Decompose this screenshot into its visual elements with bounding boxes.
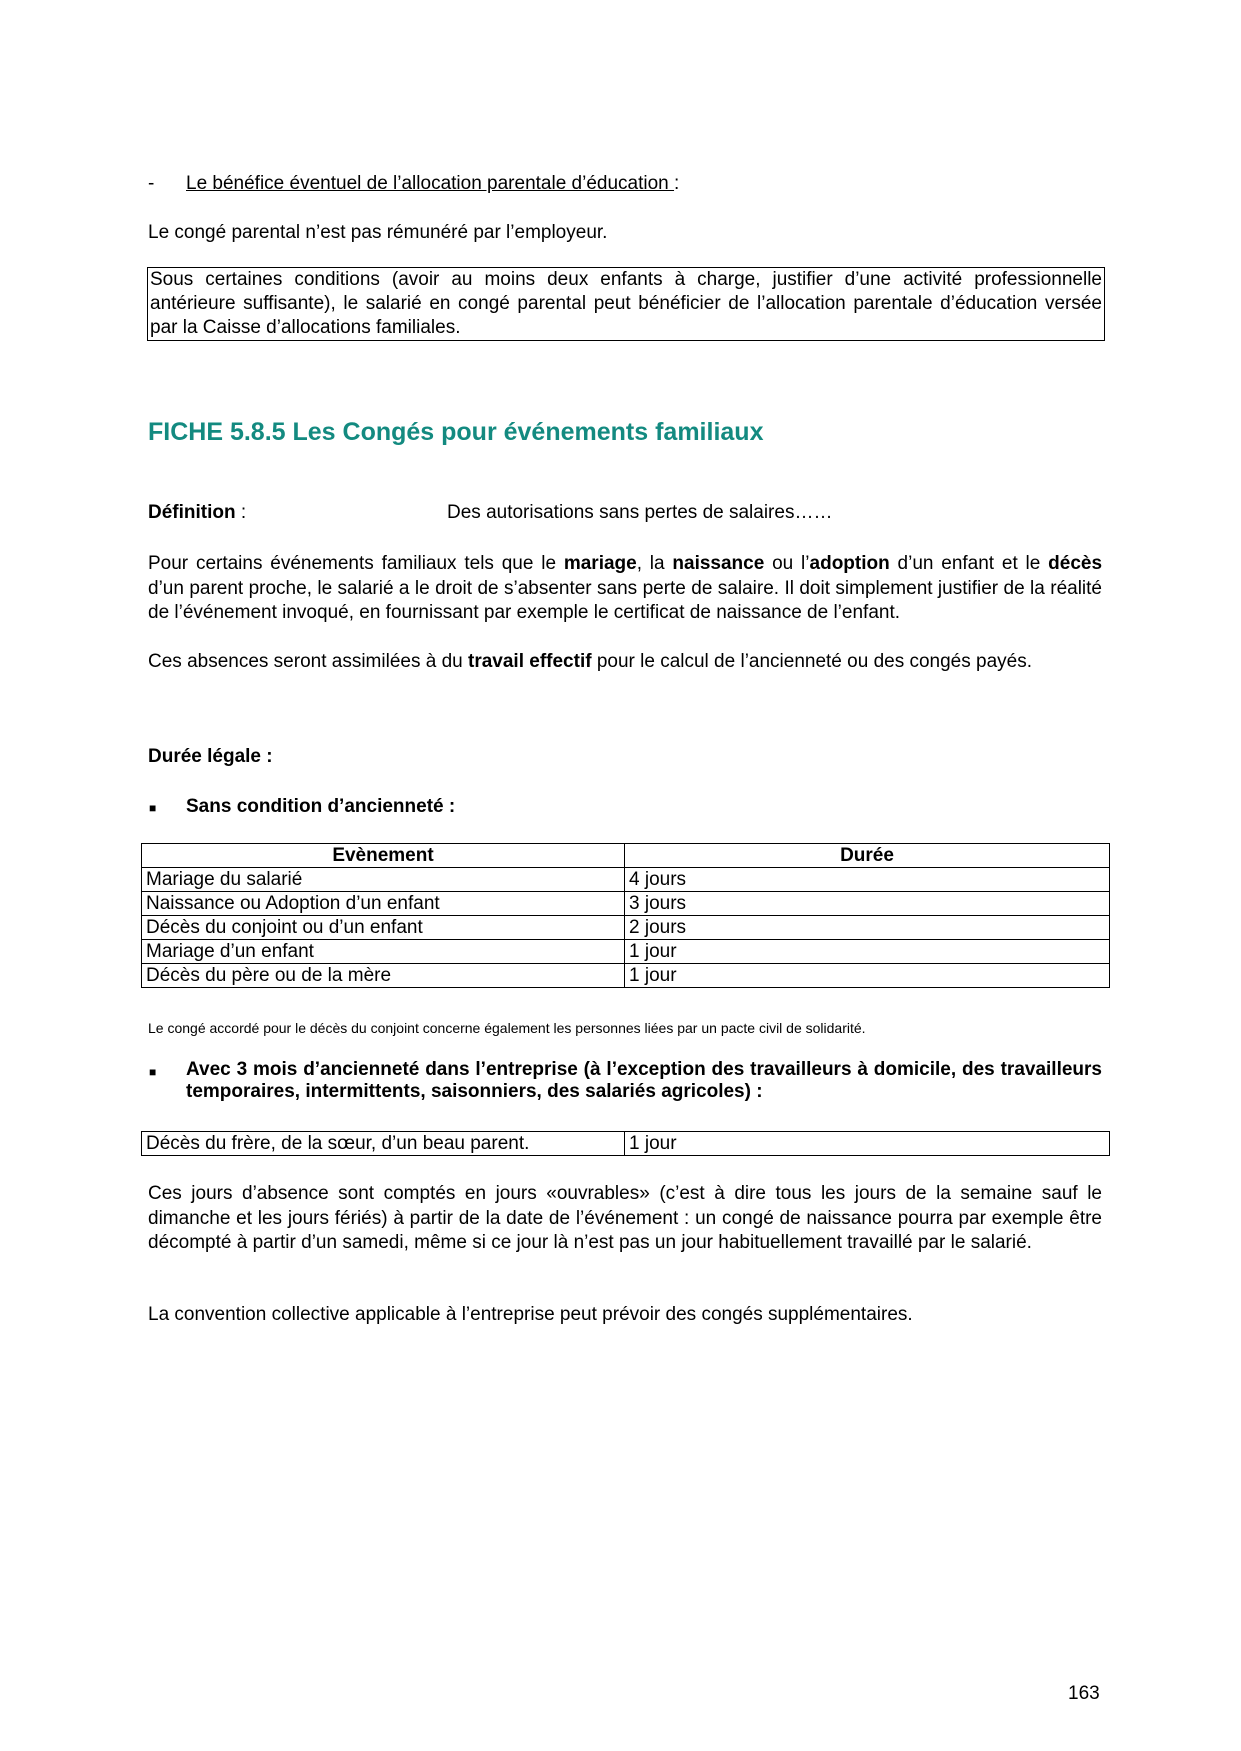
- section-sans-condition: Sans condition d’ancienneté :: [186, 796, 456, 817]
- duration-cell: 2 jours: [625, 916, 1110, 940]
- event-cell: Décès du conjoint ou d’un enfant: [142, 916, 625, 940]
- event-cell: Mariage du salarié: [142, 868, 625, 892]
- square-bullet-icon: ■: [149, 1065, 157, 1079]
- definition-value: Des autorisations sans pertes de salaires……: [447, 502, 833, 523]
- table-row: [142, 964, 1110, 988]
- p1-text-3: ou l’: [764, 553, 810, 574]
- pacs-note: Le congé accordé pour le décès du conjoint concerne également les personnes liées par un pacte civil de solidarité.: [148, 1020, 866, 1036]
- table-header-row: [142, 844, 1110, 868]
- square-bullet-icon: ■: [149, 801, 157, 815]
- table-row: [142, 940, 1110, 964]
- page-number: 163: [1068, 1683, 1100, 1704]
- unpaid-note: Le congé parental n’est pas rémunéré par l’employeur.: [148, 222, 608, 243]
- definition-colon: :: [235, 502, 247, 523]
- event-cell: Mariage d’un enfant: [142, 940, 625, 964]
- ouvrables-paragraph: Ces jours d’absence sont comptés en jours «ouvrables» (c’est à dire tous les jours de la semaine sauf le dimanche et les jours fériés) à partir de la date de l’événement : un congé de naissance pourra par exemple être décompté à partir d’un samedi, même si ce jour là n’est pas un jour habituellement travaillé par le salarié.: [148, 1183, 1102, 1253]
- table-row: [142, 1132, 1110, 1156]
- allocation-heading-colon: :: [674, 173, 680, 194]
- event-cell: Naissance ou Adoption d’un enfant: [142, 892, 625, 916]
- allocation-heading: [186, 173, 679, 195]
- header-evenement: Evènement: [142, 844, 625, 868]
- table-row: [142, 868, 1110, 892]
- events-table: [141, 843, 1110, 988]
- p1-bold-adoption: adoption: [809, 553, 890, 574]
- p1-text-4: d’un enfant et le: [889, 553, 1049, 574]
- p2-bold-travail: travail effectif: [468, 651, 592, 672]
- p1-text-5: d’un parent proche, le salarié a le droit de s’absenter sans perte de salaire. Il doit simplement justifier de la réalité de l’événement invoqué, en fournissant par exemple le certificat de naissance de l’enfant.: [148, 577, 1102, 623]
- definition-label: [148, 502, 246, 524]
- p2-text-2: pour le calcul de l’ancienneté ou des congés payés.: [591, 651, 1033, 672]
- allocation-box: Sous certaines conditions (avoir au moins deux enfants à charge, justifier d’une activité professionnelle antérieure suffisante), le salarié en congé parental peut bénéficier de l’allocation parentale d’éducation versée par la Caisse d’allocations familiales.: [147, 267, 1105, 341]
- header-duree: Durée: [625, 844, 1110, 868]
- p1-text-1: Pour certains événements familiaux tels que le: [148, 553, 564, 574]
- duration-cell: 1 jour: [625, 940, 1110, 964]
- p1-bold-naissance: naissance: [672, 553, 765, 574]
- table-row: [142, 892, 1110, 916]
- event-cell: Décès du père ou de la mère: [142, 964, 625, 988]
- dash-marker: -: [148, 173, 155, 194]
- duree-legale-heading: Durée légale :: [148, 746, 273, 767]
- page-title: FICHE 5.8.5 Les Congés pour événements familiaux: [148, 418, 764, 446]
- duration-cell: 1 jour: [625, 964, 1110, 988]
- allocation-heading-text: Le bénéfice éventuel de l’allocation parentale d’éducation: [186, 173, 675, 194]
- absences-paragraph: [148, 650, 1102, 675]
- p2-text-1: Ces absences seront assimilées à du: [148, 651, 468, 672]
- table-row: [142, 916, 1110, 940]
- section-trois-mois: Avec 3 mois d’ancienneté dans l’entreprise (à l’exception des travailleurs à domicile, des travailleurs temporaires, intermittents, saisonniers, des salariés agricoles) :: [186, 1059, 1102, 1102]
- duration-cell: 3 jours: [625, 892, 1110, 916]
- event-cell: Décès du frère, de la sœur, d’un beau parent.: [142, 1132, 625, 1156]
- definition-label-text: Définition: [148, 502, 236, 523]
- seniority-table: [141, 1131, 1110, 1156]
- duration-cell: 1 jour: [625, 1132, 1110, 1156]
- p1-text-2: , la: [636, 553, 673, 574]
- p1-bold-mariage: mariage: [563, 553, 637, 574]
- p1-bold-deces: décès: [1048, 553, 1103, 574]
- duration-cell: 4 jours: [625, 868, 1110, 892]
- events-paragraph: [148, 552, 1102, 626]
- convention-paragraph: La convention collective applicable à l’entreprise peut prévoir des congés supplémentaires.: [148, 1304, 913, 1325]
